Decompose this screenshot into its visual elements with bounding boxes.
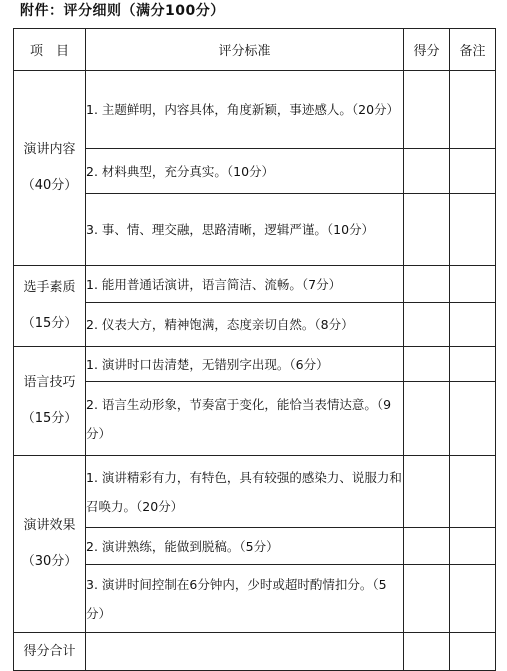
criterion-cell: 2. 材料典型，充分真实。（10分） [86,149,404,194]
header-standard: 评分标准 [86,29,404,71]
score-input-cell[interactable] [404,565,450,633]
score-input-cell[interactable] [404,528,450,565]
score-input-cell[interactable] [404,149,450,194]
criterion-cell: 1. 演讲精彩有力，有特色，具有较强的感染力、说服力和召唤力。（20分） [86,456,404,528]
table-row [14,194,496,266]
remark-input-cell[interactable] [450,303,496,347]
remark-input-cell[interactable] [450,347,496,382]
table-row [14,382,496,456]
header-score: 得分 [404,29,450,71]
criterion-cell: 2. 演讲熟练，能做到脱稿。（5分） [86,528,404,565]
total-remark-cell[interactable] [450,633,496,671]
category-points: （30分） [21,554,78,569]
score-input-cell[interactable] [404,71,450,149]
criterion-cell: 3. 演讲时间控制在6分钟内，少时或超时酌情扣分。（5分） [86,565,404,633]
table-row [14,456,496,528]
total-row [14,633,496,671]
remark-input-cell[interactable] [450,528,496,565]
table-row [14,149,496,194]
total-score-cell[interactable] [404,633,450,671]
category-cell [14,456,86,633]
remark-input-cell[interactable] [450,266,496,303]
remark-input-cell[interactable] [450,565,496,633]
score-input-cell[interactable] [404,266,450,303]
criterion-cell: 1. 演讲时口齿清楚，无错别字出现。（6分） [86,347,404,382]
header-remark: 备注 [450,29,496,71]
table-row [14,565,496,633]
total-label: 得分合计 [14,633,86,671]
table-row [14,528,496,565]
remark-input-cell[interactable] [450,382,496,456]
category-cell [14,71,86,266]
table-row [14,347,496,382]
remark-input-cell[interactable] [450,149,496,194]
remark-input-cell[interactable] [450,71,496,149]
criterion-cell: 2. 仪表大方，精神饱满，态度亲切自然。（8分） [86,303,404,347]
header-row [14,29,496,71]
header-item: 项 目 [14,29,86,71]
total-standard-cell [86,633,404,671]
table-row [14,266,496,303]
score-input-cell[interactable] [404,194,450,266]
criterion-cell: 1. 能用普通话演讲，语言简洁、流畅。（7分） [86,266,404,303]
table-row [14,303,496,347]
category-name: 选手素质 [23,280,76,295]
criterion-cell: 3. 事、情、理交融，思路清晰，逻辑严谨。（10分） [86,194,404,266]
category-name: 语言技巧 [23,375,76,390]
remark-input-cell[interactable] [450,194,496,266]
score-input-cell[interactable] [404,382,450,456]
remark-input-cell[interactable] [450,456,496,528]
scoring-table [13,28,496,671]
category-points: （15分） [21,411,78,426]
score-input-cell[interactable] [404,347,450,382]
category-cell [14,347,86,456]
table-row [14,71,496,149]
category-name: 演讲内容 [23,142,76,157]
category-points: （40分） [21,178,78,193]
criterion-cell: 1. 主题鲜明，内容具体，角度新颖，事迹感人。（20分） [86,71,404,149]
category-name: 演讲效果 [23,518,76,533]
category-points: （15分） [21,316,78,331]
score-input-cell[interactable] [404,456,450,528]
score-input-cell[interactable] [404,303,450,347]
document-title: 附件：评分细则（满分100分） [20,3,225,19]
criterion-cell: 2. 语言生动形象，节奏富于变化，能恰当表情达意。（9分） [86,382,404,456]
category-cell [14,266,86,347]
